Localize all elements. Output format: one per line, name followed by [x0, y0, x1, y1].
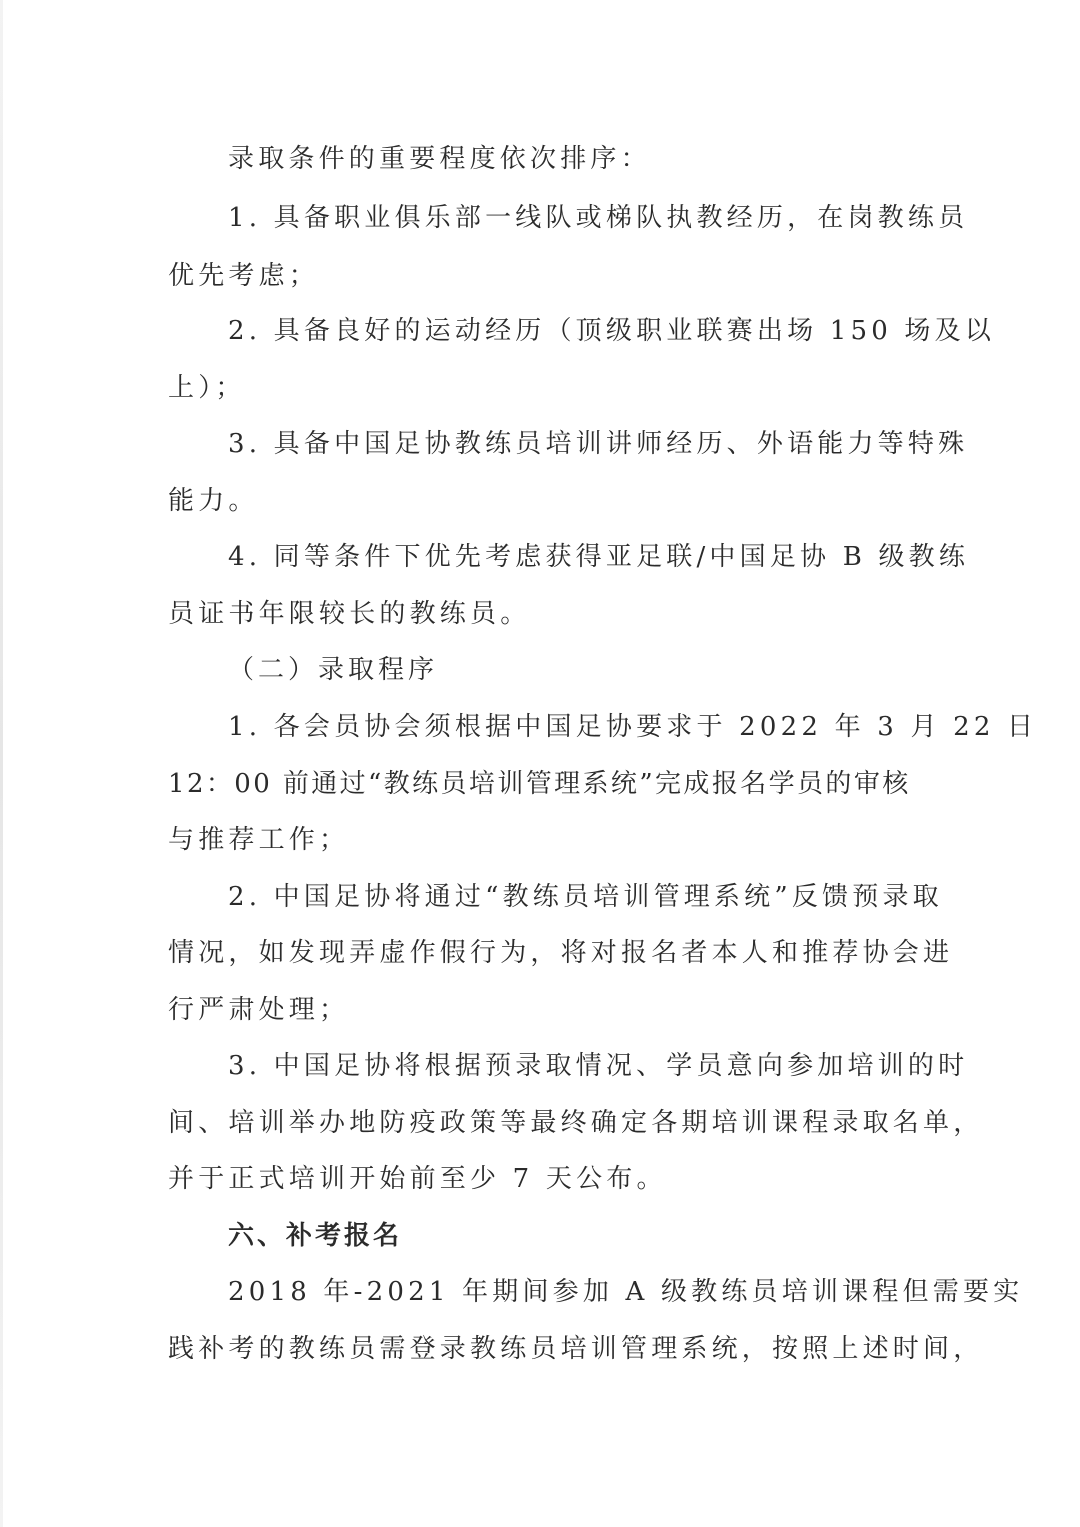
procedure-item-1-line3: 与推荐工作； — [168, 825, 350, 855]
procedure-item-1-line2: 12：00 前通过“教练员培训管理系统”完成报名学员的审核 — [168, 769, 911, 799]
section-heading-procedure: （二）录取程序 — [228, 655, 439, 685]
criteria-item-4-line2: 员证书年限较长的教练员。 — [168, 599, 531, 629]
procedure-item-2-line2: 情况，如发现弄虚作假行为，将对报名者本人和推荐协会进 — [168, 938, 954, 968]
criteria-item-1-line2: 优先考虑； — [168, 261, 320, 291]
procedure-item-3-line2: 间、培训举办地防疫政策等最终确定各期培训课程录取名单， — [168, 1108, 984, 1138]
criteria-item-3-line2: 能力。 — [168, 486, 259, 516]
section-heading-makeup: 六、补考报名 — [228, 1221, 403, 1251]
criteria-item-2-line2: 上）； — [168, 373, 246, 403]
procedure-item-3-line3: 并于正式培训开始前至少 7 天公布。 — [168, 1164, 667, 1194]
procedure-item-2-line1: 2. 中国足协将通过“教练员培训管理系统”反馈预录取 — [228, 882, 943, 912]
procedure-item-1-line1: 1. 各会员协会须根据中国足协要求于 2022 年 3 月 22 日 — [228, 712, 1038, 742]
criteria-intro: 录取条件的重要程度依次排序： — [228, 144, 651, 174]
procedure-item-2-line3: 行严肃处理； — [168, 995, 350, 1025]
scan-edge — [0, 0, 3, 1527]
criteria-item-3-line1: 3. 具备中国足协教练员培训讲师经历、外语能力等特殊 — [228, 429, 969, 459]
criteria-item-1-line1: 1. 具备职业俱乐部一线队或梯队执教经历，在岗教练员 — [228, 203, 969, 233]
makeup-paragraph-line2: 践补考的教练员需登录教练员培训管理系统，按照上述时间， — [168, 1334, 984, 1364]
criteria-item-4-line1: 4. 同等条件下优先考虑获得亚足联/中国足协 B 级教练 — [228, 542, 970, 572]
makeup-paragraph-line1: 2018 年-2021 年期间参加 A 级教练员培训课程但需要实 — [228, 1277, 1024, 1307]
criteria-item-2-line1: 2. 具备良好的运动经历（顶级职业联赛出场 150 场及以 — [228, 316, 996, 346]
procedure-item-3-line1: 3. 中国足协将根据预录取情况、学员意向参加培训的时 — [228, 1051, 969, 1081]
